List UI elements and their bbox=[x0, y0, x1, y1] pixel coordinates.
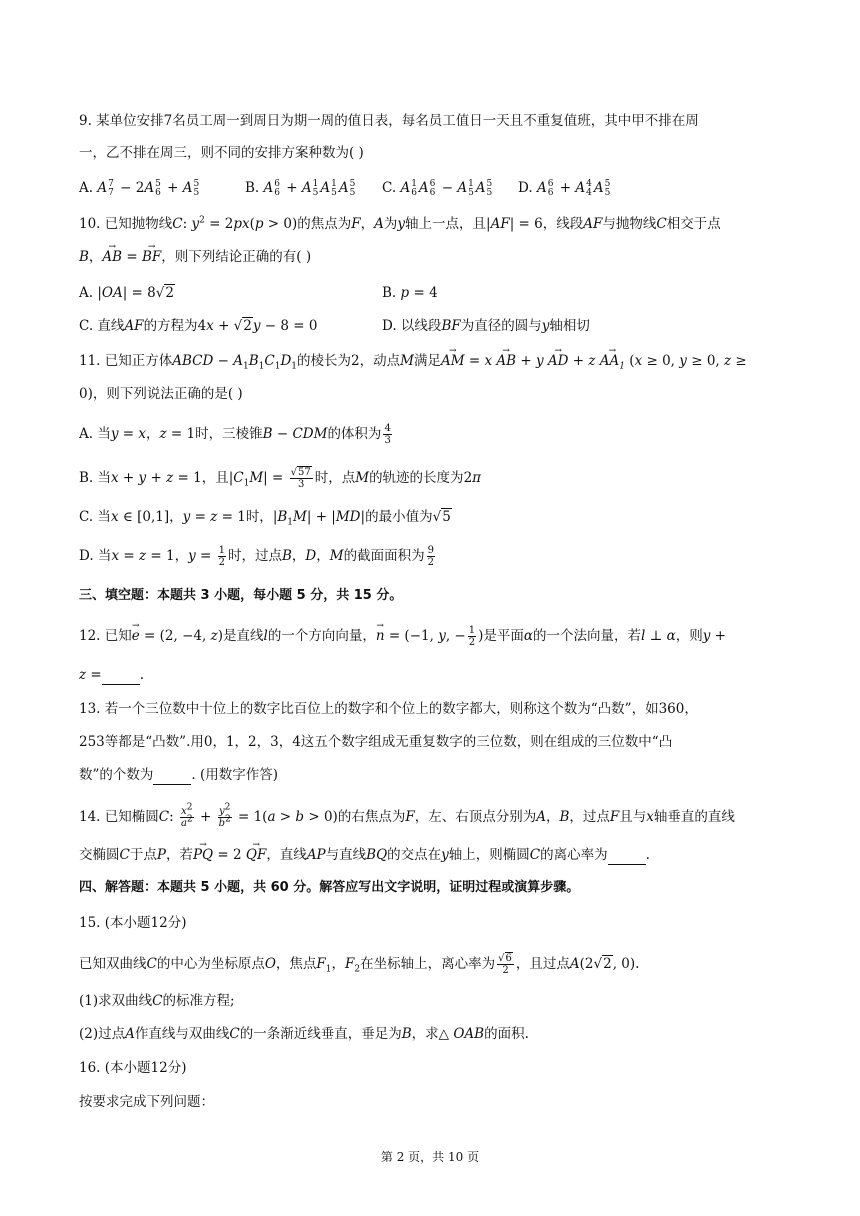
q15-stem: 已知双曲线C的中心为坐标原点O，焦点$F_1$，$F_2$在坐标轴上，离心率为 $\frac{√6}{2}$ ，且过点A(2√2, 0). bbox=[79, 953, 640, 976]
q9-option-c: C. A 1 6 A 6 6 − A 1 5 A 5 5 bbox=[382, 178, 493, 198]
q9-option-b: B. A 6 6 + A 1 5 A 1 5 A 5 5 bbox=[245, 178, 356, 198]
q12-line2: z = . bbox=[79, 667, 145, 683]
q9-stem-line1: 9. 某单位安排7名员工周一到周日为期一周的值日表，每名员工值日一天且不重复值班，其中甲不排在周 bbox=[79, 113, 699, 129]
q15-heading: 15. (本小题12分) bbox=[79, 915, 187, 931]
q14-line2: 交椭圆C于点P，若→ PQ = 2 → QF，直线AP与直线BQ的交点在y轴上，则椭圆C的离心率为 . bbox=[79, 845, 650, 865]
q15-part2: (2)过点A作直线与双曲线C的一条渐近线垂直，垂足为B，求△ OAB的面积. bbox=[79, 1026, 529, 1042]
q13-answer-blank[interactable] bbox=[153, 770, 191, 785]
q10-option-a: A. |OA| = 8√2 bbox=[79, 285, 174, 301]
q14-line1: 14. 已知椭圆C: $\frac{x^2}{a^2}$ + $\frac{y^2}{b^2}$ = 1(a > b > 0)的右焦点为F，左、右顶点分别为A，B，过点F且与x轴垂直的直线 bbox=[79, 802, 735, 829]
q10-option-c: C. 直线AF的方程为4x + √2y − 8 = 0 bbox=[79, 318, 318, 334]
q13-line2: 253等都是“凸数”.用0，1，2，3，4这五个数字组成无重复数字的三位数，则在组成的三位数中“凸 bbox=[79, 734, 673, 750]
q13-line3: 数”的个数为 . (用数字作答) bbox=[79, 767, 279, 783]
section-4-heading: 四、解答题：本题共 5 小题，共 60 分。解答应写出文字说明，证明过程或演算步骤。 bbox=[79, 880, 580, 895]
q11-option-c: C. 当x ∈ [0,1]，y = z = 1时，$|B_1M| + |MD|$的最小值为√5 bbox=[79, 509, 451, 528]
page-footer: 第 2 页，共 10 页 bbox=[380, 1150, 480, 1164]
q16-heading: 16. (本小题12分) bbox=[79, 1060, 187, 1076]
q10-option-d: D. 以线段BF为直径的圆与y轴相切 bbox=[382, 318, 590, 334]
q11-stem-line2: 0)，则下列说法正确的是( ) bbox=[79, 386, 243, 402]
q9-stem-line2: 一，乙不排在周三，则不同的安排方案种数为( ) bbox=[79, 145, 364, 161]
q12-line1: 12. 已知→ e = (2, −4, z)是直线l的一个方向向量，→ n = (−1, y, − $\frac{1}{2}$ )是平面α的一个法向量，若l ⊥ α，则y + bbox=[79, 625, 726, 648]
q12-answer-blank[interactable] bbox=[102, 670, 140, 685]
section-3-heading: 三、填空题：本题共 3 小题，每小题 5 分，共 15 分。 bbox=[79, 588, 403, 603]
q16-intro: 按要求完成下列问题： bbox=[79, 1094, 214, 1110]
q9-option-d: D. A 6 6 + A 4 4 A 5 5 bbox=[518, 178, 611, 198]
q11-stem-line1: 11. 已知正方体ABCD − $A_1B_1C_1D_1$的棱长为2，动点M满足→ AM = x → AB + y → AD + $z \to AA_1$ (x ≥ 0, y ≥ 0, z ≥ bbox=[79, 351, 747, 371]
q15-part1: (1)求双曲线C的标准方程; bbox=[79, 993, 235, 1009]
q14-answer-blank[interactable] bbox=[608, 850, 646, 865]
q10-stem-line1: 10. 已知抛物线C: $y^2 = 2px(p > 0)$的焦点为F，A为y轴上一点，且|AF| = 6，线段AF与抛物线C相交于点 bbox=[79, 215, 721, 232]
q11-option-d: D. 当x = z = 1，y = $\frac{1}{2}$ 时，过点B，D，M的截面面积为 $\frac{9}{2}$ bbox=[79, 545, 434, 568]
q11-option-b: B. 当x + y + z = 1，且$|C_1M|$ = $\frac{√57}{3}$ 时，点M的轨迹的长度为2π bbox=[79, 467, 482, 490]
q10-stem-line2: B，→ AB = → BF，则下列结论正确的有( ) bbox=[79, 247, 311, 267]
q13-line1: 13. 若一个三位数中十位上的数字比百位上的数字和个位上的数字都大，则称这个数为“凸数”，如360， bbox=[79, 701, 698, 717]
q9-option-a: A. A 7 7 − 2A 5 6 + A 5 5 bbox=[79, 178, 200, 198]
q11-option-a: A. 当y = x，z = 1时，三棱锥B − CDM的体积为 $\frac{4}{3}$ bbox=[79, 423, 391, 446]
q10-option-b: B. p = 4 bbox=[382, 285, 438, 301]
